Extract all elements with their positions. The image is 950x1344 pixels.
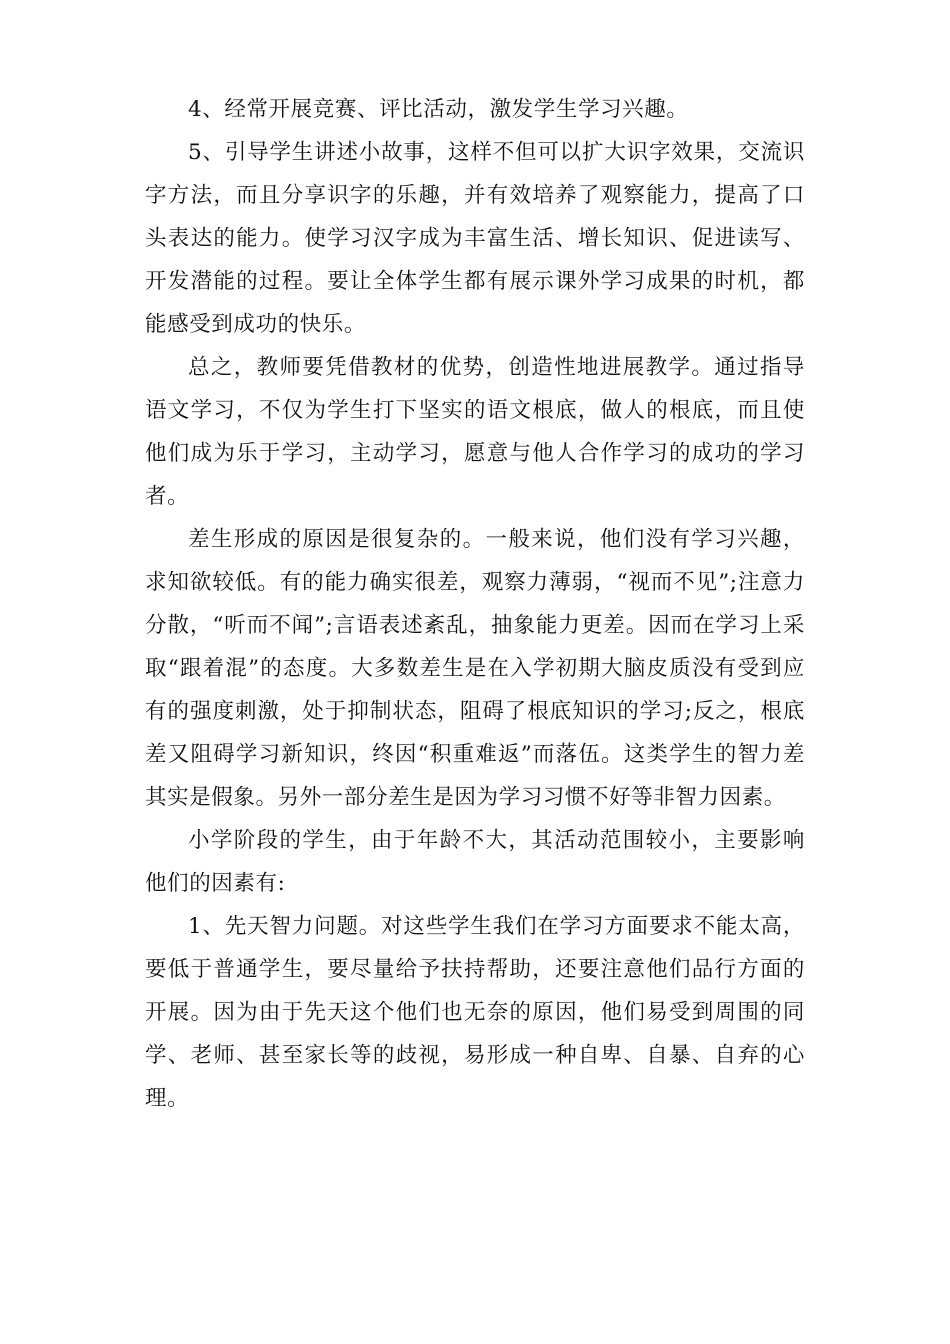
paragraph-item-1: 1、先天智力问题。对这些学生我们在学习方面要求不能太高，要低于普通学生，要尽量给予扶持帮助，还要注意他们品行方面的开展。因为由于先天这个他们也无奈的原因，他们易受到周围的同学、老师、甚至家长等的歧视，易形成一种自卑、自暴、自弃的心理。 [145, 914, 805, 1111]
paragraph-poor-students-causes: 差生形成的原因是很复杂的。一般来说，他们没有学习兴趣，求知欲较低。有的能力确实很差，观察力薄弱，“视而不见”;注意力分散，“听而不闻”;言语表述紊乱，抽象能力更差。因而在学习上采取“跟着混”的态度。大多数差生是在入学初期大脑皮质没有受到应有的强度刺激，处于抑制状态，阻碍了根底知识的学习;反之，根底差又阻碍学习新知识，终因“积重难返”而落伍。这类学生的智力差其实是假象。另外一部分差生是因为学习习惯不好等非智力因素。 [145, 527, 805, 810]
document-body [145, 88, 805, 1120]
paragraph-influencing-factors: 小学阶段的学生，由于年龄不大，其活动范围较小，主要影响他们的因素有: [145, 828, 805, 896]
paragraph-summary: 总之，教师要凭借教材的优势，创造性地进展教学。通过指导语文学习，不仅为学生打下坚实的语文根底，做人的根底，而且使他们成为乐于学习，主动学习，愿意与他人合作学习的成功的学习者。 [145, 355, 805, 509]
paragraph-item-4: 4、经常开展竞赛、评比活动，激发学生学习兴趣。 [188, 97, 689, 122]
paragraph-item-5: 5、引导学生讲述小故事，这样不但可以扩大识字效果，交流识字方法，而且分享识字的乐趣，并有效培养了观察能力，提高了口头表达的能力。使学习汉字成为丰富生活、增长知识、促进读写、开发潜能的过程。要让全体学生都有展示课外学习成果的时机，都能感受到成功的快乐。 [145, 140, 805, 337]
